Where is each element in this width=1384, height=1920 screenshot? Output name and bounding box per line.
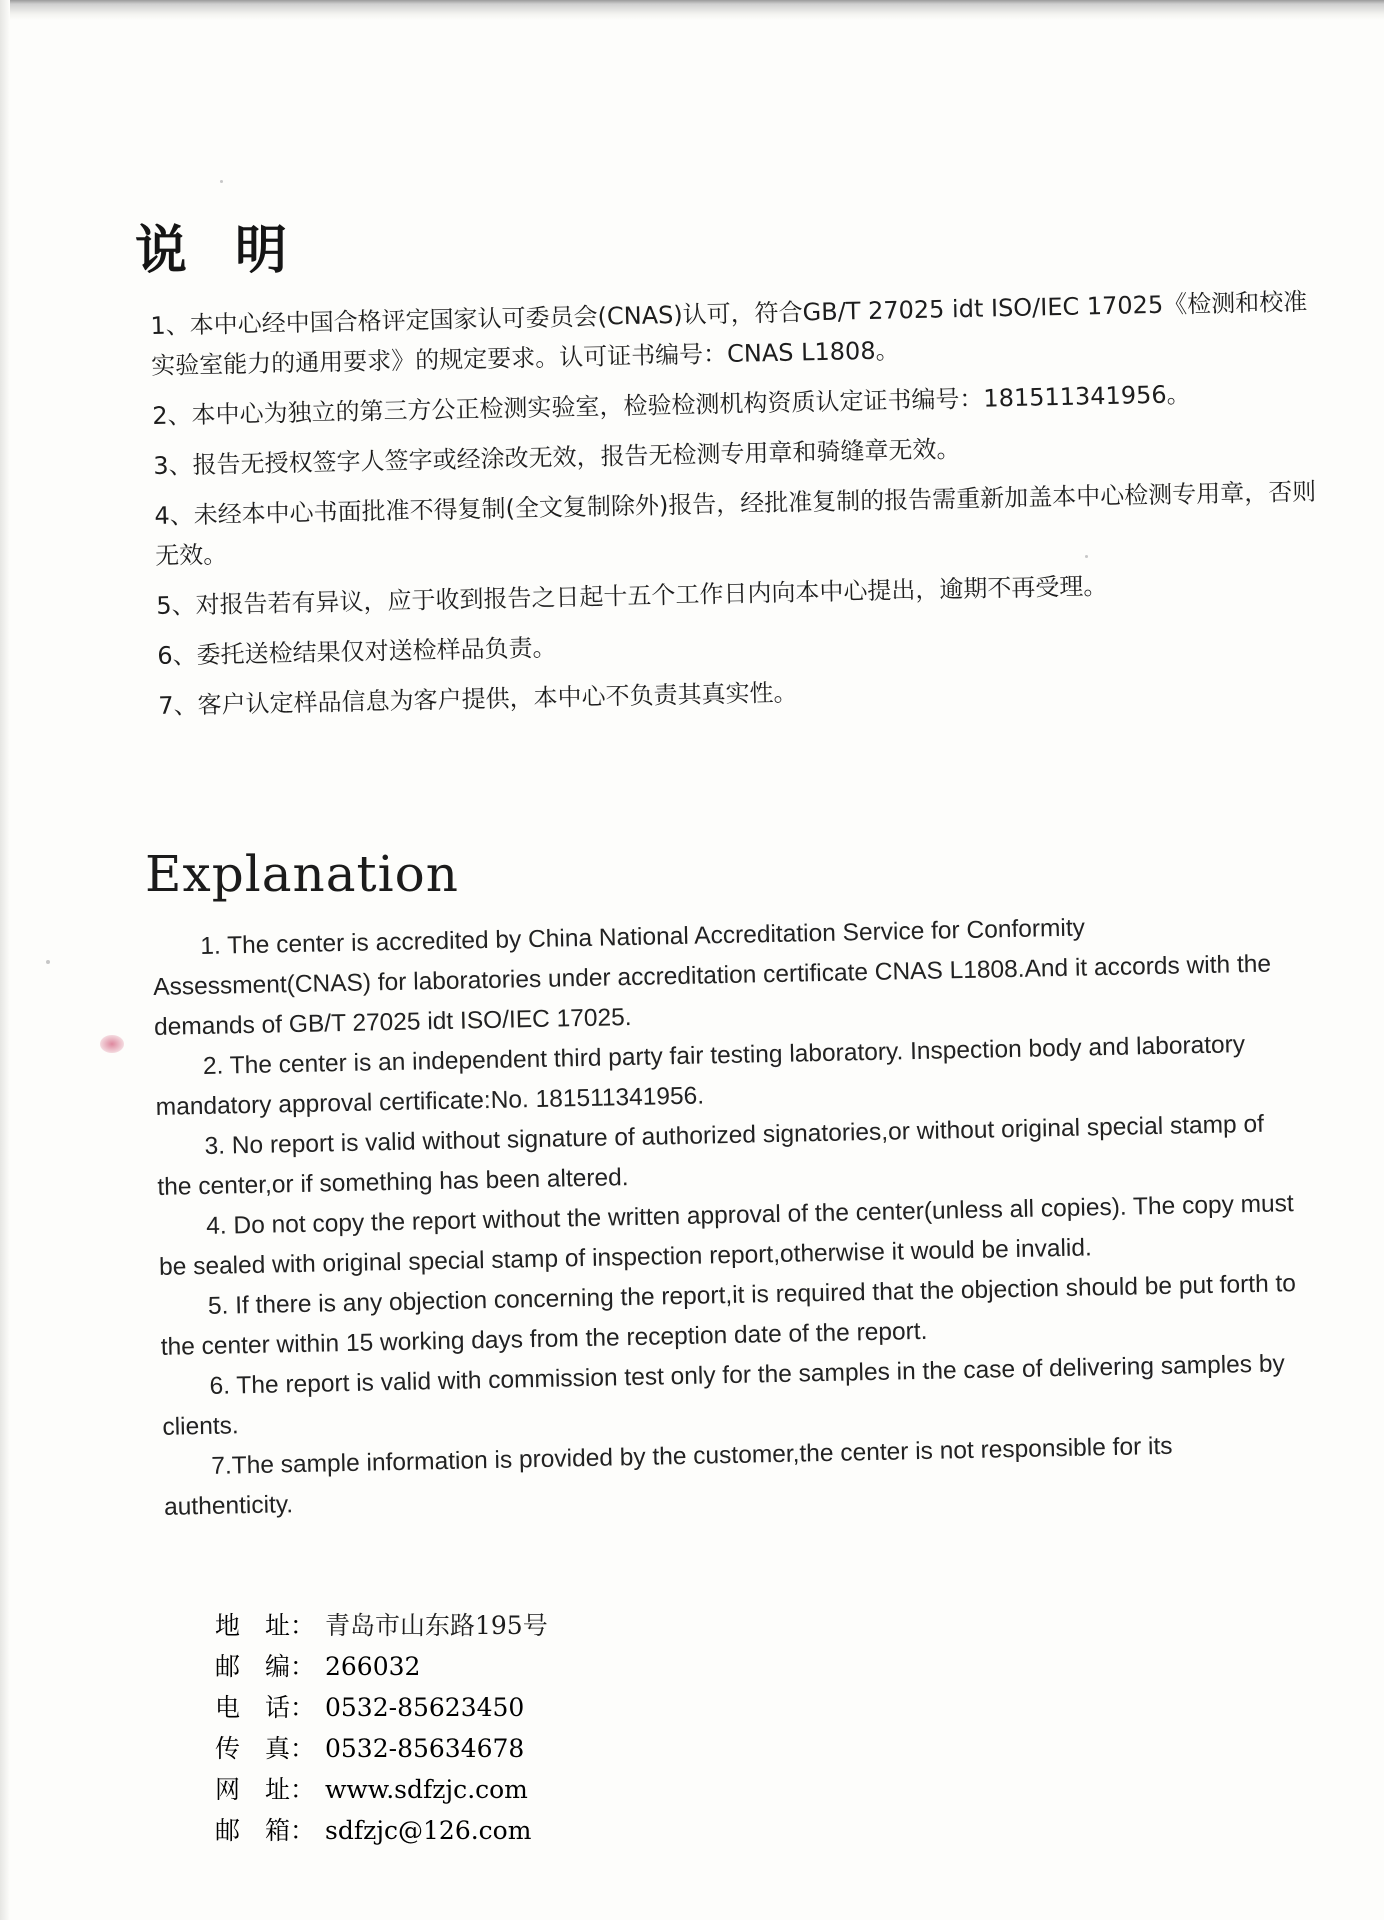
chinese-title: 说明 — [135, 220, 336, 281]
en-note-4: 4. Do not copy the report without the written approval of the center(unless all copies). The copy must be sealed with original special stamp of inspection report,otherwise it would be invalid. — [158, 1190, 1294, 1281]
address-value: 青岛市山东路195号 — [325, 1611, 548, 1640]
zh-note-7: 7、客户认定样品信息为客户提供，本中心不负责其真实性。 — [158, 678, 798, 720]
zh-note-3: 3、报告无授权签字人签字或经涂改无效，报告无检测专用章和骑缝章无效。 — [153, 435, 961, 480]
address-label: 地 址： — [215, 1611, 316, 1640]
contact-postcode-row — [215, 1646, 548, 1687]
phone-value: 0532-85623450 — [325, 1693, 525, 1722]
postcode-value: 266032 — [325, 1652, 421, 1681]
zh-note-6: 6、委托送检结果仅对送检样品负责。 — [157, 633, 557, 670]
contact-block — [215, 1605, 548, 1851]
zh-note-2: 2、本中心为独立的第三方公正检测实验室，检验检测机构资质认定证书编号：181511341956。 — [152, 380, 1191, 430]
english-title: Explanation — [145, 845, 459, 903]
en-note-7: 7.The sample information is provided by the customer,the center is not responsible for its authenticity. — [163, 1432, 1173, 1521]
scan-top-edge — [0, 0, 1384, 20]
chinese-notes — [150, 281, 1329, 735]
zh-note-1: 1、本中心经中国合格评定国家认可委员会(CNAS)认可，符合GB/T 27025 idt ISO/IEC 17025《检测和校准实验室能力的通用要求》的规定要求。认可证书编号：CNAS L1808。 — [150, 287, 1308, 380]
scan-speck — [1085, 555, 1088, 558]
en-note-1: 1. The center is accredited by China National Accreditation Service for Conformity Assessment(CNAS) for laboratories under accreditation certificate CNAS L1808.And it accords with the demands of GB/T 27025 idt ISO/IEC 17025. — [152, 914, 1272, 1041]
en-note-3: 3. No report is valid without signature of authorized signatories,or without original special stamp of the center,or if something has been altered. — [157, 1110, 1265, 1201]
contact-phone-row — [215, 1687, 548, 1728]
scan-speck — [46, 960, 50, 964]
website-label: 网 址： — [215, 1775, 316, 1804]
zh-note-5: 5、对报告若有异议，应于收到报告之日起十五个工作日内向本中心提出，逾期不再受理。 — [155, 572, 1108, 620]
email-label: 邮 箱： — [215, 1816, 316, 1845]
contact-website-row — [215, 1769, 548, 1810]
scan-left-edge — [0, 0, 10, 1920]
contact-fax-row — [215, 1728, 548, 1769]
scan-speck — [220, 180, 223, 183]
en-note-6: 6. The report is valid with commission test only for the samples in the case of delivering samples by clients. — [162, 1350, 1285, 1441]
fax-label: 传 真： — [215, 1734, 316, 1763]
postcode-label: 邮 编： — [215, 1652, 316, 1681]
website-value: www.sdfzjc.com — [325, 1775, 528, 1804]
contact-address-row — [215, 1605, 548, 1646]
stamp-residue-mark — [100, 1035, 124, 1053]
english-notes — [152, 904, 1304, 1528]
zh-note-4: 4、未经本中心书面批准不得复制(全文复制除外)报告，经批准复制的报告需重新加盖本中心检测专用章，否则无效。 — [154, 477, 1317, 570]
contact-email-row — [215, 1810, 548, 1851]
phone-label: 电 话： — [215, 1693, 316, 1722]
en-note-5: 5. If there is any objection concerning the report,it is required that the objection should be put forth to the center within 15 working days from the reception date of the report. — [160, 1270, 1297, 1361]
en-note-2: 2. The center is an independent third party fair testing laboratory. Inspection body and laboratory mandatory approval certificate:No. 181511341956. — [155, 1031, 1246, 1121]
email-value: sdfzjc@126.com — [325, 1816, 532, 1845]
fax-value: 0532-85634678 — [325, 1734, 525, 1763]
